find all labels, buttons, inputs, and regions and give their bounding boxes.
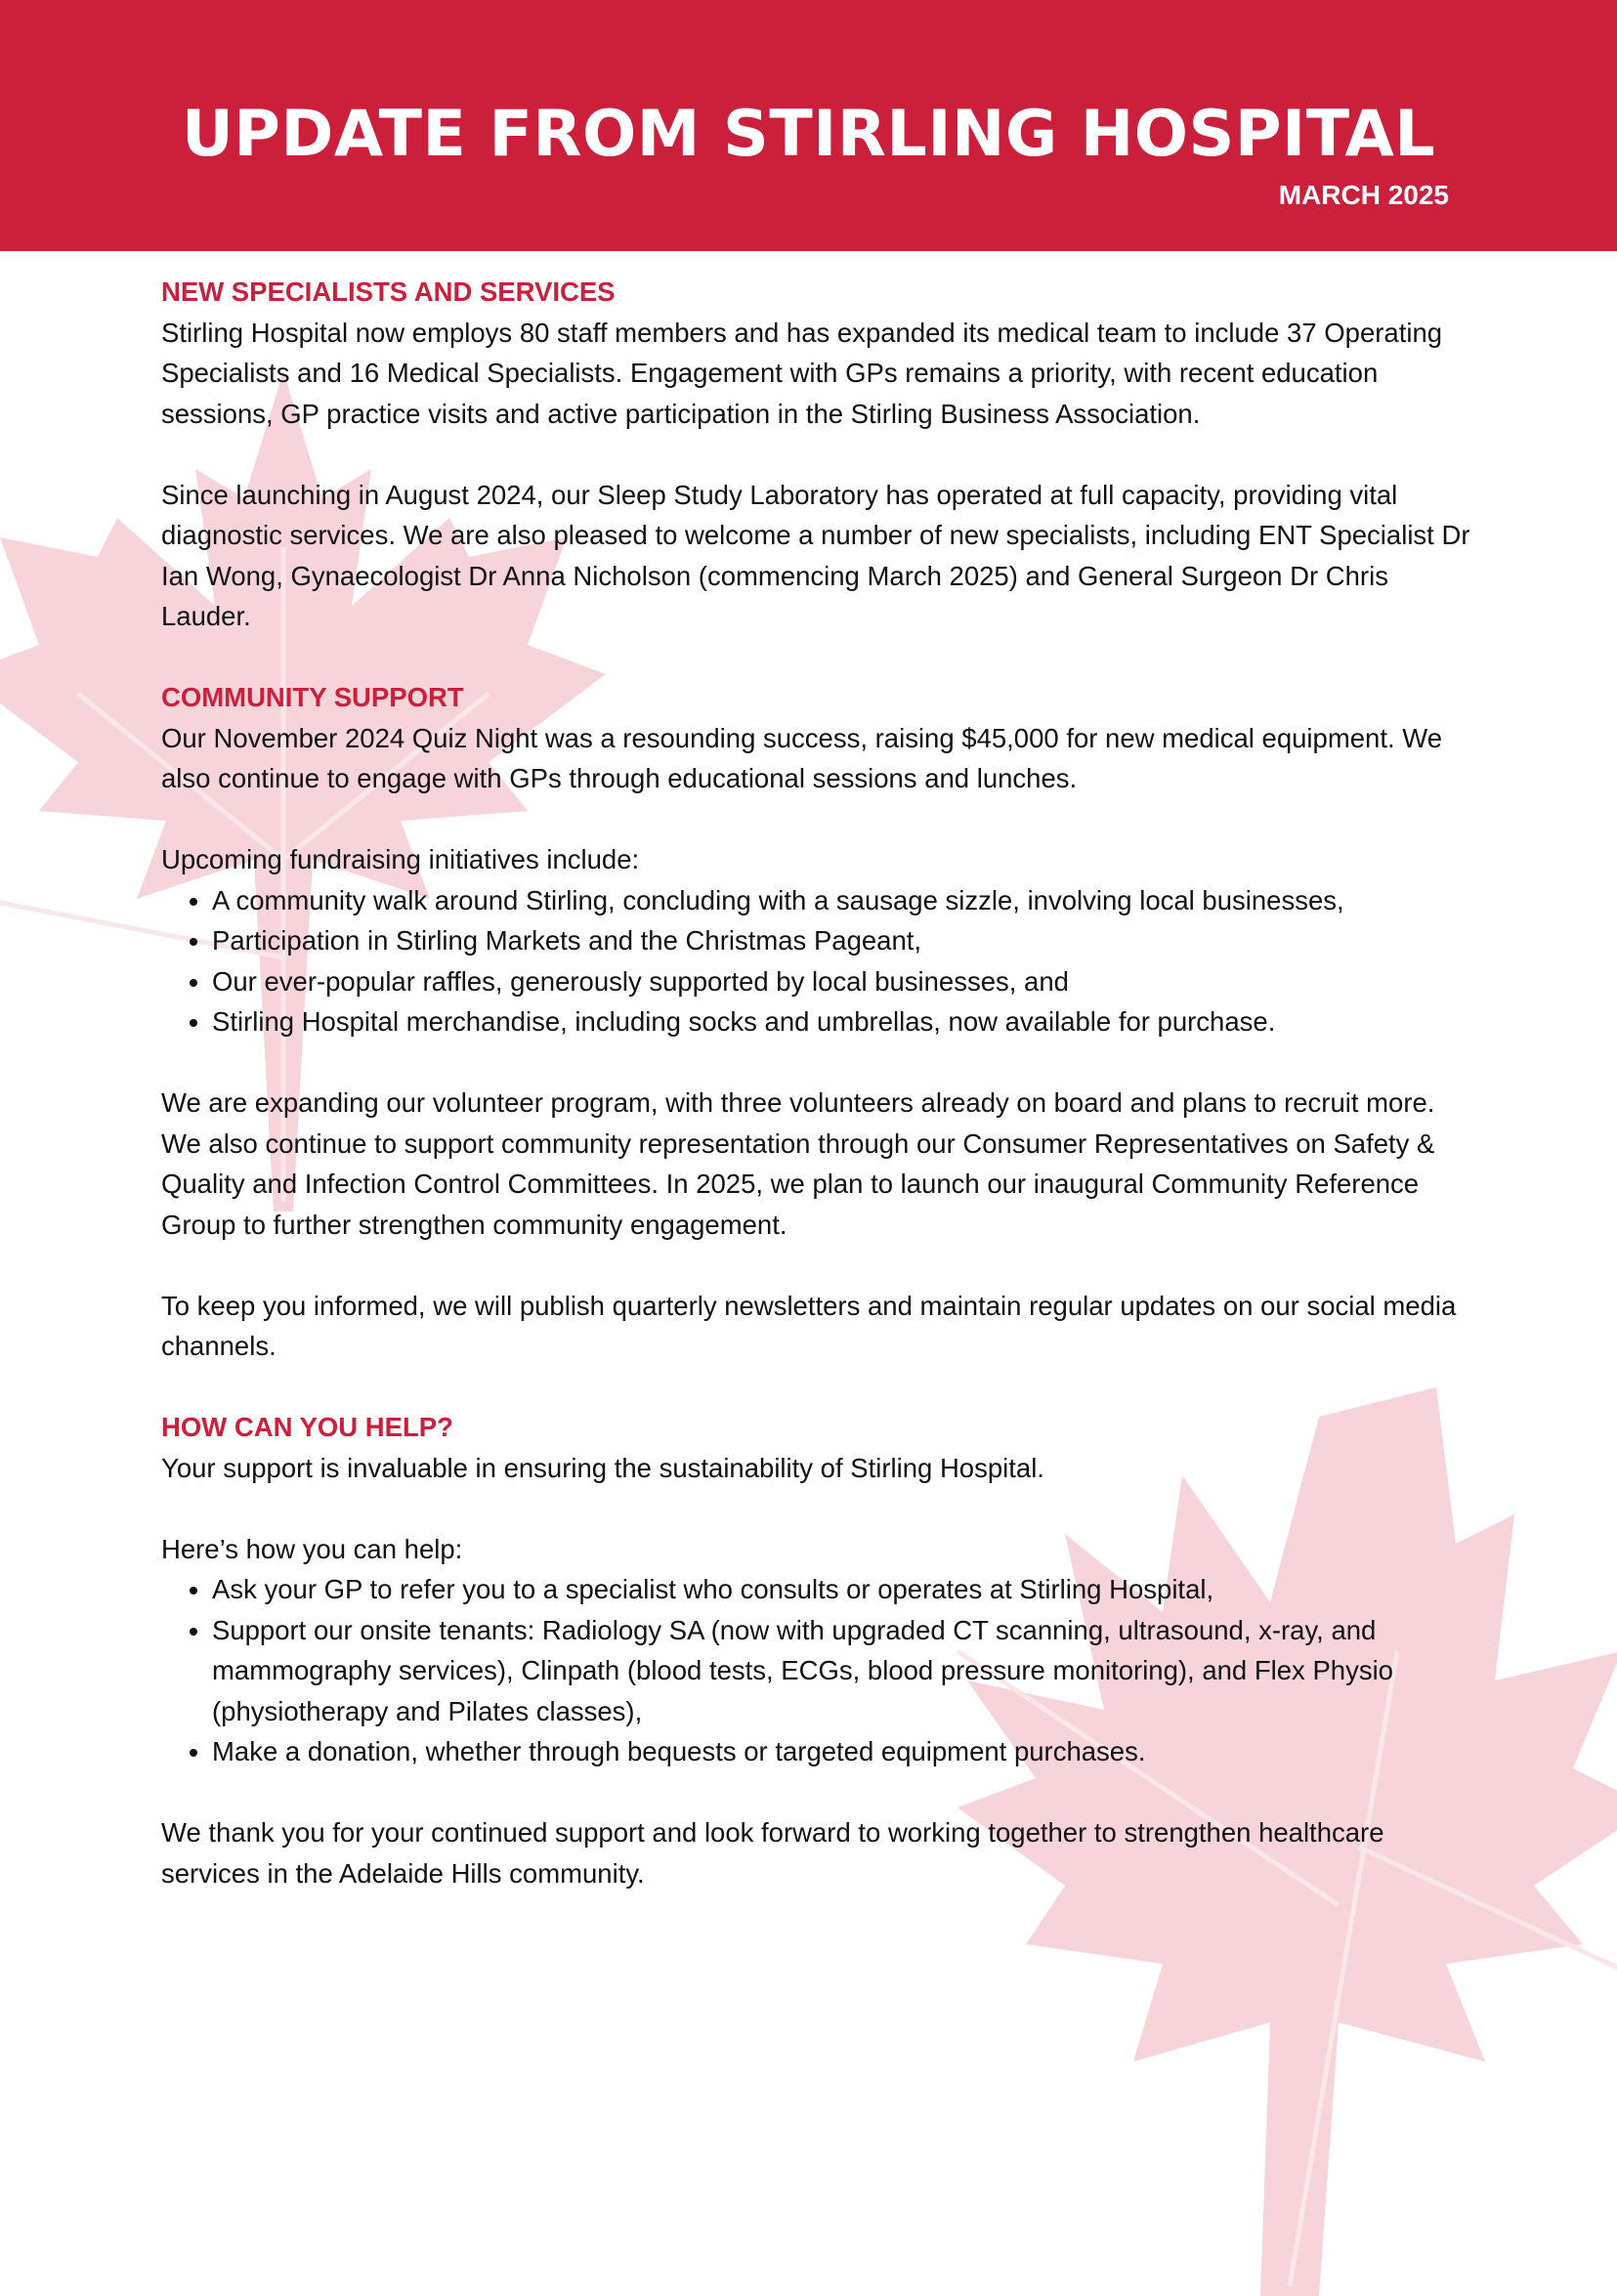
section-heading-community: COMMUNITY SUPPORT	[161, 682, 464, 712]
paragraph-closing: We thank you for your continued support and look forward to working together to strengthen healthcare services in the Adelaide Hills community.	[161, 1817, 1384, 1889]
issue-date: MARCH 2025	[1278, 180, 1449, 210]
help-list-intro: Here’s how you can help:	[161, 1533, 463, 1564]
list-item: • Participation in Stirling Markets and the Christmas Pageant,	[212, 920, 1470, 961]
list-item: • Ask your GP to refer you to a specialist who consults or operates at Stirling Hospital,	[212, 1569, 1470, 1610]
fundraising-list	[161, 880, 1470, 1042]
section-heading-help: HOW CAN YOU HELP?	[161, 1412, 453, 1442]
paragraph-quiz-night: Our November 2024 Quiz Night was a resounding success, raising $45,000 for new medical equipment. We also continue to engage with GPs through educational sessions and lunches.	[161, 722, 1443, 793]
paragraph-newsletters: To keep you informed, we will publish quarterly newsletters and maintain regular updates on our social media channels.	[161, 1290, 1457, 1361]
list-item: • Support our onsite tenants: Radiology SA (now with upgraded CT scanning, ultrasound, x-ray, and mammography services), Clinpath (blood tests, ECGs, blood pressure monitoring), and Flex Physio (physiotherapy and Pilates classes),	[212, 1610, 1470, 1732]
page-title: UPDATE FROM STIRLING HOSPITAL	[182, 98, 1436, 171]
header-banner	[0, 0, 1617, 251]
paragraph-sleep-lab: Since launching in August 2024, our Sleep Study Laboratory has operated at full capacity, providing vital diagnostic services. We are also pleased to welcome a number of new specialists, including ENT Specialist Dr Ian Wong, Gynaecologist Dr Anna Nicholson (commencing March 2025) and General Surgeon Dr Chris Lauder.	[161, 479, 1470, 631]
paragraph-support: Your support is invaluable in ensuring the sustainability of Stirling Hospital.	[161, 1452, 1044, 1483]
newsletter-body	[161, 272, 1470, 1893]
fundraising-list-intro: Upcoming fundraising initiatives include:	[161, 844, 640, 874]
list-item: • Make a donation, whether through bequests or targeted equipment purchases.	[212, 1731, 1470, 1772]
list-item: • A community walk around Stirling, concluding with a sausage sizzle, involving local businesses,	[212, 880, 1470, 921]
paragraph-volunteers: We are expanding our volunteer program, with three volunteers already on board and plans to recruit more. We also continue to support community representation through our Consumer Representatives on Safety & Quality and Infection Control Committees. In 2025, we plan to launch our inaugural Community Reference Group to further strengthen community engagement.	[161, 1087, 1435, 1240]
help-list	[161, 1569, 1470, 1772]
list-item: • Stirling Hospital merchandise, including socks and umbrellas, now available for purchase.	[212, 1001, 1470, 1042]
list-item: • Our ever-popular raffles, generously supported by local businesses, and	[212, 961, 1470, 1002]
paragraph-staff: Stirling Hospital now employs 80 staff members and has expanded its medical team to include 37 Operating Specialists and 16 Medical Specialists. Engagement with GPs remains a priority, with recent education sessions, GP practice visits and active participation in the Stirling Business Association.	[161, 317, 1443, 429]
section-heading-specialists: NEW SPECIALISTS AND SERVICES	[161, 276, 616, 307]
